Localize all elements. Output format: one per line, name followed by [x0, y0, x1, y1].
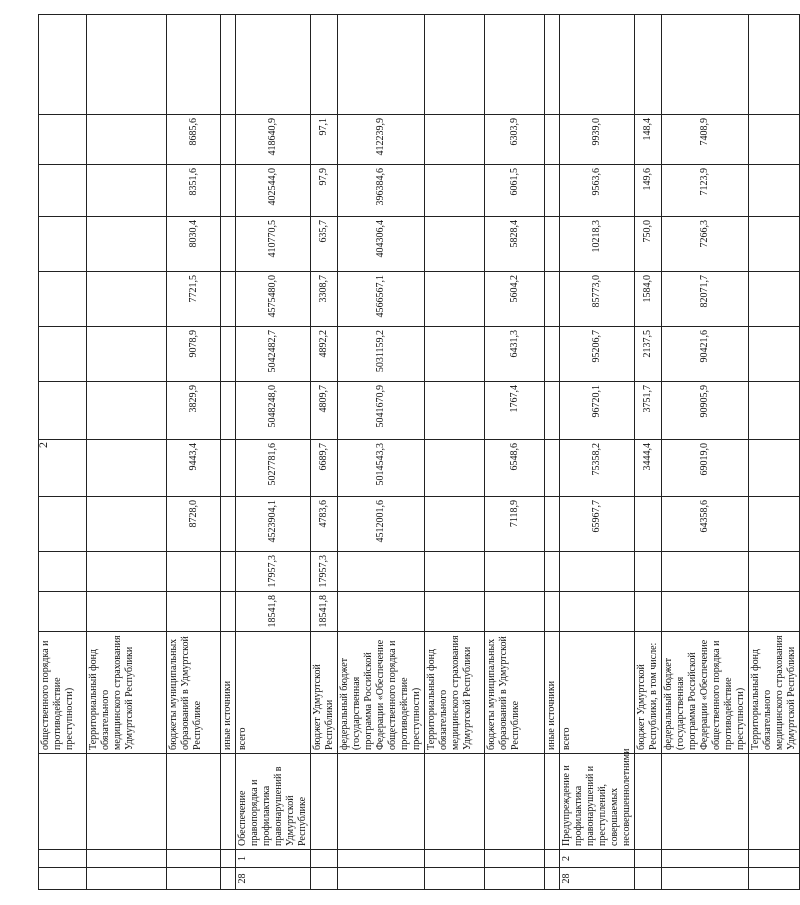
table-cell: Территориальный фонд обязательного медицинского страхования Удмуртской Республики [87, 632, 167, 754]
table-cell [221, 868, 236, 890]
table-cell [425, 327, 485, 382]
table-cell: 97,9 [311, 165, 338, 217]
table-cell [545, 440, 560, 497]
table-row [560, 15, 635, 890]
table-cell: 396384,6 [338, 165, 425, 217]
table-cell: 69019,0 [662, 440, 749, 497]
table-cell: 6689,7 [311, 440, 338, 497]
table-cell: 7721,5 [167, 272, 221, 327]
table-cell: бюджеты муниципальных образований в Удмуртской Республике [485, 632, 545, 754]
table-cell: 90905,9 [662, 382, 749, 440]
table-cell: 5031159,2 [338, 327, 425, 382]
table-cell [545, 165, 560, 217]
table-cell [221, 497, 236, 552]
table-cell [545, 217, 560, 272]
table-cell: 149,6 [635, 165, 662, 217]
budget-table [38, 14, 800, 890]
table-cell: 148,4 [635, 115, 662, 165]
table-cell: 9939,0 [560, 115, 635, 165]
table-cell: 5604,2 [485, 272, 545, 327]
table-cell: всего [560, 632, 635, 754]
table-cell [87, 217, 167, 272]
table-cell: 17957,3 [311, 552, 338, 592]
table-cell [749, 592, 800, 632]
table-cell [221, 15, 236, 115]
table-cell [167, 754, 221, 850]
table-cell [221, 115, 236, 165]
table-cell [87, 327, 167, 382]
table-cell [662, 868, 749, 890]
table-cell [425, 217, 485, 272]
table-cell [560, 552, 635, 592]
table-cell [635, 868, 662, 890]
table-cell: 85773,0 [560, 272, 635, 327]
table-row [662, 15, 749, 890]
table-cell: 18541,8 [236, 592, 311, 632]
table-cell [749, 165, 800, 217]
table-cell [635, 497, 662, 552]
table-cell [560, 592, 635, 632]
table-cell [221, 327, 236, 382]
table-cell: 1 [236, 850, 311, 868]
table-cell: 4783,6 [311, 497, 338, 552]
table-row [545, 15, 560, 890]
table-cell [39, 327, 87, 382]
table-cell: 8728,0 [167, 497, 221, 552]
table-cell [545, 592, 560, 632]
table-cell [749, 272, 800, 327]
table-cell [39, 552, 87, 592]
table-cell [338, 868, 425, 890]
table-cell: 4892,2 [311, 327, 338, 382]
table-cell [545, 272, 560, 327]
table-cell [221, 272, 236, 327]
table-cell [221, 382, 236, 440]
table-cell: 8685,6 [167, 115, 221, 165]
table-cell [87, 850, 167, 868]
table-cell [749, 440, 800, 497]
table-cell [635, 754, 662, 850]
table-row [749, 15, 800, 890]
table-row [485, 15, 545, 890]
table-cell [39, 850, 87, 868]
table-cell [545, 850, 560, 868]
table-cell [311, 15, 338, 115]
table-cell: 4566567,1 [338, 272, 425, 327]
table-cell [485, 15, 545, 115]
table-cell [545, 327, 560, 382]
table-cell [425, 382, 485, 440]
table-cell [425, 552, 485, 592]
table-cell: 10218,3 [560, 217, 635, 272]
table-cell [39, 115, 87, 165]
table-cell: 3829,9 [167, 382, 221, 440]
table-row [167, 15, 221, 890]
table-cell [485, 754, 545, 850]
table-cell [749, 217, 800, 272]
table-cell: 64358,6 [662, 497, 749, 552]
table-cell: 28 [236, 868, 311, 890]
table-cell [425, 15, 485, 115]
table-cell [749, 868, 800, 890]
table-cell [39, 382, 87, 440]
table-cell: 9563,6 [560, 165, 635, 217]
table-cell [87, 552, 167, 592]
table-cell [749, 497, 800, 552]
table-cell [425, 592, 485, 632]
table-cell: 5828,4 [485, 217, 545, 272]
table-cell [485, 592, 545, 632]
table-cell: 4523904,1 [236, 497, 311, 552]
table-cell [425, 850, 485, 868]
table-cell: 412239,9 [338, 115, 425, 165]
table-cell [635, 552, 662, 592]
table-cell [311, 754, 338, 850]
table-cell [167, 850, 221, 868]
table-row [635, 15, 662, 890]
table-cell [338, 592, 425, 632]
table-cell: 750,0 [635, 217, 662, 272]
table-cell [545, 382, 560, 440]
table-cell [662, 15, 749, 115]
table-cell: 6431,3 [485, 327, 545, 382]
table-cell: 1584,0 [635, 272, 662, 327]
table-cell: бюджет Удмуртской Республики [311, 632, 338, 754]
table-cell: 2137,5 [635, 327, 662, 382]
table-cell: 5042482,7 [236, 327, 311, 382]
table-cell: 3444,4 [635, 440, 662, 497]
table-cell: 4575480,0 [236, 272, 311, 327]
table-cell [635, 15, 662, 115]
table-cell [485, 850, 545, 868]
table-cell [221, 552, 236, 592]
table-cell [485, 868, 545, 890]
table-cell [87, 754, 167, 850]
table-cell [749, 327, 800, 382]
table-cell: 5048248,0 [236, 382, 311, 440]
table-cell: 8030,4 [167, 217, 221, 272]
table-cell [545, 868, 560, 890]
table-cell [338, 552, 425, 592]
table-cell [167, 592, 221, 632]
table-row [425, 15, 485, 890]
table-row [39, 15, 87, 890]
table-cell [39, 15, 87, 115]
table-cell: 410770,5 [236, 217, 311, 272]
table-cell: иные источники [221, 632, 236, 754]
table-cell [167, 552, 221, 592]
table-cell: федеральный бюджет (государственная программа Российской Федерации «Обеспечение общественного порядка и противодействие преступности) [662, 632, 749, 754]
table-cell: 5041670,9 [338, 382, 425, 440]
table-cell [485, 552, 545, 592]
table-cell: 404306,4 [338, 217, 425, 272]
table-cell: 7123,9 [662, 165, 749, 217]
table-cell [221, 165, 236, 217]
table-cell [560, 15, 635, 115]
table-cell [662, 592, 749, 632]
table-cell [749, 382, 800, 440]
table-cell [167, 15, 221, 115]
table-row [221, 15, 236, 890]
table-cell [749, 754, 800, 850]
table-cell [39, 440, 87, 497]
table-cell: общественного порядка и противодействие преступности) [39, 632, 87, 754]
table-cell: 3308,7 [311, 272, 338, 327]
table-cell: Предупреждение и профилактика правонарушений и преступлений, совершаемых несовершеннолетними [560, 754, 635, 850]
table-row [311, 15, 338, 890]
table-cell [662, 552, 749, 592]
table-cell [311, 868, 338, 890]
table-cell [338, 850, 425, 868]
table-cell: Территориальный фонд обязательного медицинского страхования Удмуртской Республики [749, 632, 800, 754]
table-cell [635, 592, 662, 632]
table-cell [338, 754, 425, 850]
table-cell [311, 850, 338, 868]
table-cell: 28 [560, 868, 635, 890]
table-cell [87, 15, 167, 115]
table-cell [87, 272, 167, 327]
table-cell [87, 165, 167, 217]
table-cell [39, 868, 87, 890]
table-cell: 3751,7 [635, 382, 662, 440]
table-cell: 75358,2 [560, 440, 635, 497]
table-cell: 6548,6 [485, 440, 545, 497]
table-cell [425, 272, 485, 327]
table-cell [87, 115, 167, 165]
table-cell [662, 850, 749, 868]
table-cell: 7408,9 [662, 115, 749, 165]
table-cell: федеральный бюджет (государственная программа Российской Федерации «Обеспечение общественного порядка и противодействие преступности) [338, 632, 425, 754]
table-cell: всего [236, 632, 311, 754]
table-cell [545, 754, 560, 850]
table-cell [545, 15, 560, 115]
table-cell [749, 552, 800, 592]
table-row [338, 15, 425, 890]
table-cell: 9443,4 [167, 440, 221, 497]
table-cell: 97,1 [311, 115, 338, 165]
table-cell [635, 850, 662, 868]
table-cell: 7266,3 [662, 217, 749, 272]
table-cell [87, 440, 167, 497]
table-cell: 4512001,6 [338, 497, 425, 552]
table-cell: 82071,7 [662, 272, 749, 327]
table-cell [221, 754, 236, 850]
table-cell [425, 868, 485, 890]
table-cell [39, 592, 87, 632]
table-cell: 96720,1 [560, 382, 635, 440]
table-cell: Обеспечение правопорядка и профилактика правонарушений в Удмуртской Республике [236, 754, 311, 850]
page-number: 2 [36, 442, 50, 448]
table-cell: 8351,6 [167, 165, 221, 217]
table-row [236, 15, 311, 890]
table-cell: 6061,5 [485, 165, 545, 217]
table-cell [425, 754, 485, 850]
table-cell [39, 272, 87, 327]
table-cell [545, 497, 560, 552]
table-cell: 635,7 [311, 217, 338, 272]
table-cell [662, 754, 749, 850]
table-cell [39, 165, 87, 217]
table-cell [545, 552, 560, 592]
table-cell [545, 115, 560, 165]
table-cell [87, 868, 167, 890]
table-cell [749, 850, 800, 868]
table-cell: 90421,6 [662, 327, 749, 382]
table-cell [39, 497, 87, 552]
rotated-table-container [38, 15, 797, 890]
table-cell: 18541,8 [311, 592, 338, 632]
table-cell: 6303,9 [485, 115, 545, 165]
table-cell: 2 [560, 850, 635, 868]
table-cell [221, 440, 236, 497]
table-cell: 5027781,6 [236, 440, 311, 497]
table-cell: 65967,7 [560, 497, 635, 552]
table-cell [338, 15, 425, 115]
table-cell: 402544,0 [236, 165, 311, 217]
table-cell [221, 217, 236, 272]
table-cell [425, 497, 485, 552]
table-cell [39, 217, 87, 272]
table-cell [39, 754, 87, 850]
table-cell: бюджет Удмуртской Республики, в том числе: [635, 632, 662, 754]
table-cell [167, 868, 221, 890]
table-cell: 9078,9 [167, 327, 221, 382]
table-cell [87, 382, 167, 440]
table-cell [425, 165, 485, 217]
table-cell: 7118,9 [485, 497, 545, 552]
table-cell [87, 497, 167, 552]
table-cell: 17957,3 [236, 552, 311, 592]
table-cell: 4809,7 [311, 382, 338, 440]
table-cell [221, 850, 236, 868]
table-cell [425, 440, 485, 497]
table-cell [236, 15, 311, 115]
table-cell [749, 115, 800, 165]
table-row [87, 15, 167, 890]
table-cell: 418640,9 [236, 115, 311, 165]
table-cell: иные источники [545, 632, 560, 754]
table-cell [87, 592, 167, 632]
table-cell: 95206,7 [560, 327, 635, 382]
table-cell: 1767,4 [485, 382, 545, 440]
table-cell [221, 592, 236, 632]
table-cell: 5014543,3 [338, 440, 425, 497]
table-cell: Территориальный фонд обязательного медицинского страхования Удмуртской Республики [425, 632, 485, 754]
table-cell: бюджеты муниципальных образований в Удмуртской Республике [167, 632, 221, 754]
table-cell [749, 15, 800, 115]
table-cell [425, 115, 485, 165]
